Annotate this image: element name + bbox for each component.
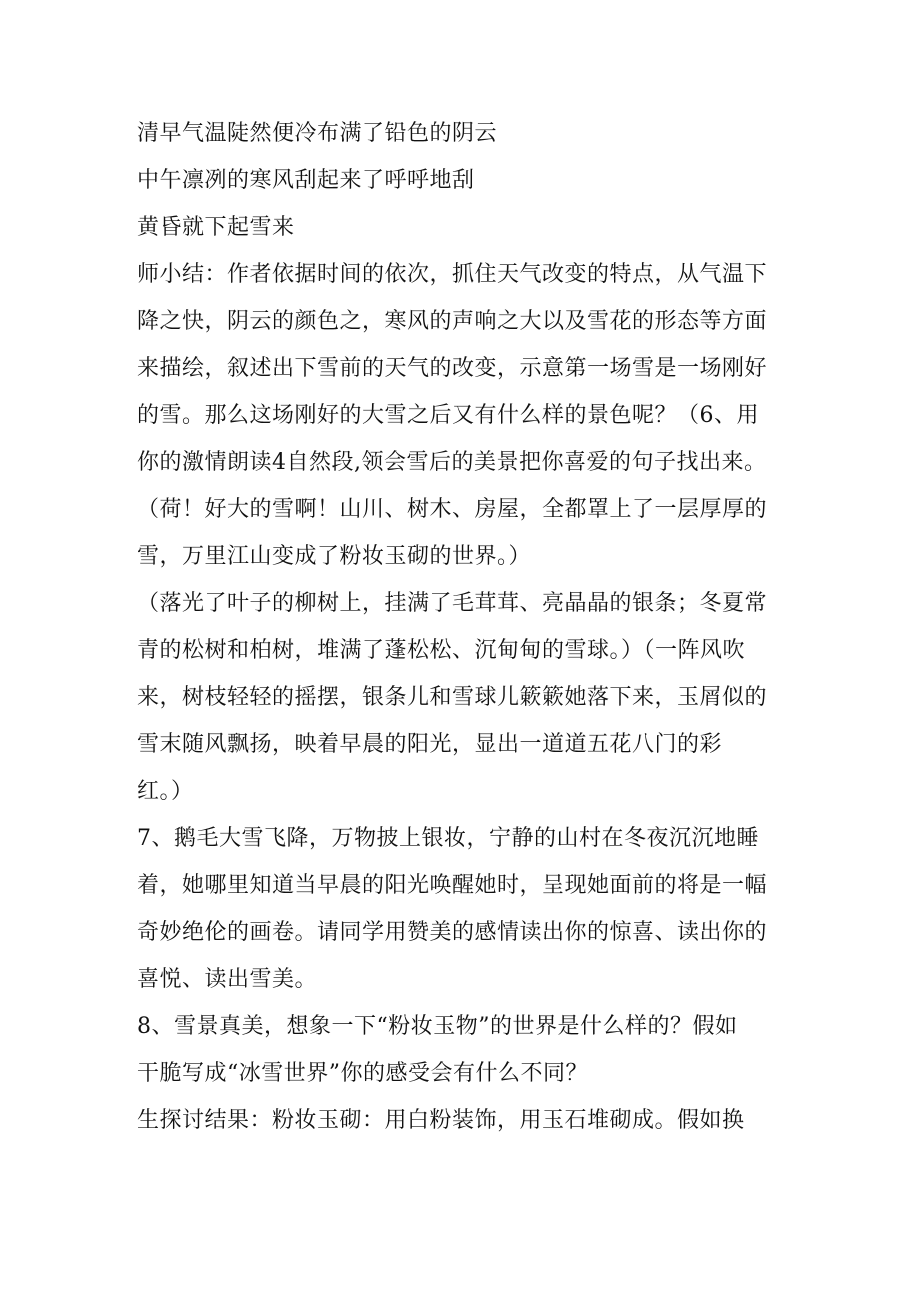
text-line: （落光了叶子的柳树上，挂满了毛茸茸、亮晶晶的银条；冬夏常 (137, 591, 768, 616)
text-line: 喜悦、读出雪美。 (137, 967, 318, 992)
text-line: （荷！好大的雪啊！山川、树木、房屋，全都罩上了一层厚厚的 (137, 497, 768, 522)
text-line: 生探讨结果：粉妆玉砌：用白粉装饰，用玉石堆砌成。假如换 (137, 1108, 745, 1133)
text-line: 红。） (137, 779, 194, 804)
text-line: 青的松树和柏树，堆满了蓬松松、沉甸甸的雪球。）（一阵风吹 (137, 638, 746, 663)
text-line: 来，树枝轻轻的摇摆，银条儿和雪球儿簌簌她落下来，玉屑似的 (137, 685, 768, 710)
text-line: 黄昏就下起雪来 (137, 215, 295, 240)
text-line: 的雪。那么这场刚好的大雪之后又有什么样的景色呢？（6、用 (137, 403, 759, 428)
text-line: 师小结：作者依据时间的依次，抓住天气改变的特点，从气温下 (137, 262, 768, 287)
text-line: 8、雪景真美，想象一下“粉妆玉物”的世界是什么样的？假如 (137, 1014, 738, 1039)
text-line: 降之快，阴云的颜色之，寒风的声响之大以及雪花的形态等方面 (137, 309, 768, 334)
text-line: 中午凛冽的寒风刮起来了呼呼地刮 (137, 168, 475, 193)
text-line: 7、鹅毛大雪飞降，万物披上银妆，宁静的山村在冬夜沉沉地睡 (137, 826, 759, 851)
text-line: 干脆写成“冰雪世界”你的感受会有什么不同？ (137, 1061, 588, 1086)
text-line: 雪末随风飘扬，映着早晨的阳光，显出一道道五花八门的彩 (137, 732, 723, 757)
document-body (137, 110, 787, 1144)
text-line: 来描绘，叙述出下雪前的天气的改变，示意第一场雪是一场刚好 (137, 356, 768, 381)
text-line: 着，她哪里知道当早晨的阳光唤醒她时，呈现她面前的将是一幅 (137, 873, 768, 898)
text-line: 奇妙绝伦的画卷。请同学用赞美的感情读出你的惊喜、读出你的 (137, 920, 768, 945)
text-line: 清早气温陡然便冷布满了铅色的阴云 (137, 121, 498, 146)
text-line: 你的激情朗读4自然段,领会雪后的美景把你喜爱的句子找出来。 (137, 450, 767, 475)
text-line: 雪，万里江山变成了粉妆玉砌的世界。） (137, 544, 532, 569)
